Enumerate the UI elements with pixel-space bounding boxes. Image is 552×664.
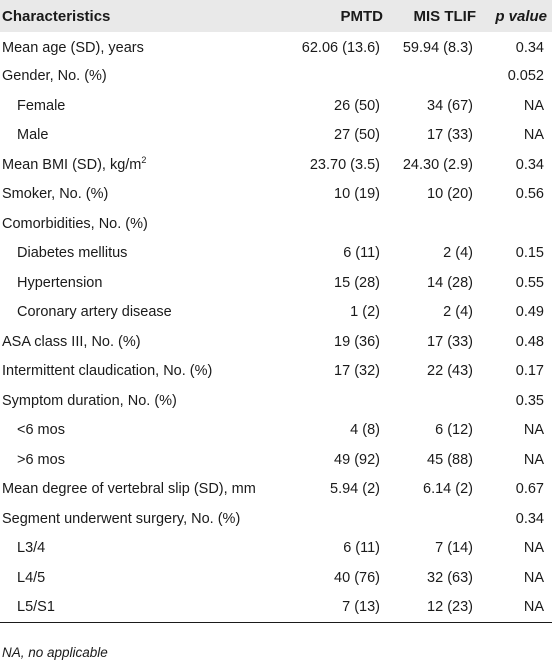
row-label [0, 298, 280, 328]
table-footnote: NA, no applicable [2, 645, 108, 660]
table-row [0, 563, 552, 593]
cell-mis-tlif: 6 (12) [435, 422, 473, 439]
cell-p-value: NA [523, 569, 544, 586]
table-row [0, 445, 552, 475]
cell-p-value: 0.49 [515, 304, 544, 321]
table-row [0, 150, 552, 180]
row-label-text: L3/4 [17, 540, 46, 557]
row-label-text: Mean BMI (SD), kg/m [2, 156, 142, 173]
row-label [0, 180, 280, 210]
cell-pmtd: 19 (36) [334, 333, 380, 350]
cell-p-value: NA [523, 540, 544, 557]
cell-p-value: 0.35 [515, 392, 544, 409]
table-row [0, 504, 552, 534]
cell-pmtd: 40 (76) [334, 569, 380, 586]
table-row [0, 91, 552, 121]
cell-p-value: NA [523, 97, 544, 114]
cell-pmtd: 17 (32) [334, 363, 380, 380]
cell-mis-tlif: 10 (20) [427, 186, 473, 203]
row-label [0, 593, 280, 623]
cell-pmtd: 6 (11) [343, 245, 380, 262]
cell-p-value: NA [523, 422, 544, 439]
table-row [0, 268, 552, 298]
row-label-text: Mean degree of vertebral slip (SD), mm [2, 481, 256, 498]
row-label [0, 62, 280, 92]
table-row [0, 534, 552, 564]
table-row [0, 386, 552, 416]
cell-mis-tlif: 32 (63) [427, 569, 473, 586]
cell-pmtd: 23.70 (3.5) [309, 156, 380, 173]
cell-pmtd: 62.06 (13.6) [301, 39, 380, 56]
cell-pmtd: 5.94 (2) [330, 481, 380, 498]
cell-mis-tlif: 6.14 (2) [423, 481, 473, 498]
cell-p-value: NA [523, 127, 544, 144]
row-label-text: Coronary artery disease [17, 304, 172, 321]
table-row [0, 239, 552, 269]
table-row [0, 62, 552, 92]
cell-p-value: 0.34 [515, 156, 544, 173]
row-label-text: Segment underwent surgery, No. (%) [2, 510, 241, 527]
cell-pmtd [280, 504, 393, 534]
row-label [0, 386, 280, 416]
cell-mis-tlif: 12 (23) [427, 599, 473, 615]
cell-pmtd [280, 62, 393, 92]
cell-pmtd: 49 (92) [334, 451, 380, 468]
cell-pmtd: 26 (50) [334, 97, 380, 114]
row-label [0, 475, 280, 505]
row-label [0, 32, 280, 62]
table-row [0, 209, 552, 239]
cell-p-value: 0.48 [515, 333, 544, 350]
cell-mis-tlif: 24.30 (2.9) [402, 156, 473, 173]
table-row [0, 475, 552, 505]
cell-mis-tlif [393, 386, 487, 416]
row-label [0, 121, 280, 151]
cell-mis-tlif: 22 (43) [427, 363, 473, 380]
cell-mis-tlif: 59.94 (8.3) [402, 39, 473, 56]
row-label-text: Comorbidities, No. (%) [2, 215, 148, 232]
cell-pmtd: 4 (8) [350, 422, 380, 439]
cell-mis-tlif: 17 (33) [427, 127, 473, 144]
cell-p-value: NA [523, 599, 544, 615]
row-label [0, 150, 280, 180]
cell-pmtd: 1 (2) [350, 304, 380, 321]
row-label-text: ASA class III, No. (%) [2, 333, 141, 350]
table-row [0, 298, 552, 328]
row-label-text: Hypertension [17, 274, 103, 291]
row-label-text: Gender, No. (%) [2, 68, 107, 85]
cell-mis-tlif [393, 62, 487, 92]
row-label [0, 563, 280, 593]
header-p-value-label: p value [495, 7, 547, 25]
row-label-text: Mean age (SD), years [2, 39, 144, 56]
cell-p-value: 0.052 [507, 68, 544, 85]
cell-mis-tlif: 34 (67) [427, 97, 473, 114]
cell-mis-tlif [393, 209, 487, 239]
cell-pmtd: 6 (11) [343, 540, 380, 557]
row-label-text: Smoker, No. (%) [2, 186, 109, 203]
row-label-text: Intermittent claudication, No. (%) [2, 363, 213, 380]
table-row [0, 327, 552, 357]
table-row [0, 416, 552, 446]
row-label-text: Female [17, 97, 66, 114]
cell-pmtd [280, 209, 393, 239]
header-mis-tlif: MIS TLIF [413, 7, 476, 25]
row-label [0, 268, 280, 298]
cell-p-value: 0.17 [515, 363, 544, 380]
row-label [0, 327, 280, 357]
cell-p-value [487, 209, 552, 239]
row-label-text: <6 mos [17, 422, 65, 439]
row-label [0, 357, 280, 387]
cell-mis-tlif: 17 (33) [427, 333, 473, 350]
table-row [0, 32, 552, 62]
row-label-text: >6 mos [17, 451, 65, 468]
row-label [0, 445, 280, 475]
row-label-text: L4/5 [17, 569, 46, 586]
cell-pmtd: 15 (28) [334, 274, 380, 291]
table-row [0, 593, 552, 623]
cell-pmtd: 7 (13) [342, 599, 380, 615]
cell-mis-tlif: 7 (14) [435, 540, 473, 557]
row-label-text: L5/S1 [17, 599, 55, 615]
table-body [0, 32, 552, 622]
row-label-text: Diabetes mellitus [17, 245, 128, 262]
cell-mis-tlif: 45 (88) [427, 451, 473, 468]
row-label [0, 209, 280, 239]
cell-pmtd: 10 (19) [334, 186, 380, 203]
table-header [0, 0, 552, 32]
cell-p-value: 0.67 [515, 481, 544, 498]
table-row [0, 180, 552, 210]
cell-p-value: 0.55 [515, 274, 544, 291]
row-label [0, 91, 280, 121]
row-label-text: Symptom duration, No. (%) [2, 392, 177, 409]
table-row [0, 357, 552, 387]
cell-pmtd [280, 386, 393, 416]
table-row [0, 121, 552, 151]
row-label-superscript: 2 [141, 154, 147, 165]
cell-mis-tlif [393, 504, 487, 534]
cell-p-value: 0.34 [515, 510, 544, 527]
header-characteristics: Characteristics [2, 7, 111, 25]
cell-p-value: 0.34 [515, 39, 544, 56]
cell-mis-tlif: 2 (4) [443, 245, 473, 262]
row-label [0, 504, 280, 534]
cell-p-value: 0.56 [515, 186, 544, 203]
row-label [0, 416, 280, 446]
cell-p-value: 0.15 [515, 245, 544, 262]
header-p-value [487, 0, 552, 32]
row-label-text: Male [17, 127, 49, 144]
cell-mis-tlif: 2 (4) [443, 304, 473, 321]
cell-mis-tlif: 14 (28) [427, 274, 473, 291]
cell-p-value: NA [523, 451, 544, 468]
header-row [0, 0, 552, 32]
row-label [0, 239, 280, 269]
cell-pmtd: 27 (50) [334, 127, 380, 144]
row-label [0, 534, 280, 564]
header-pmtd: PMTD [340, 7, 383, 25]
